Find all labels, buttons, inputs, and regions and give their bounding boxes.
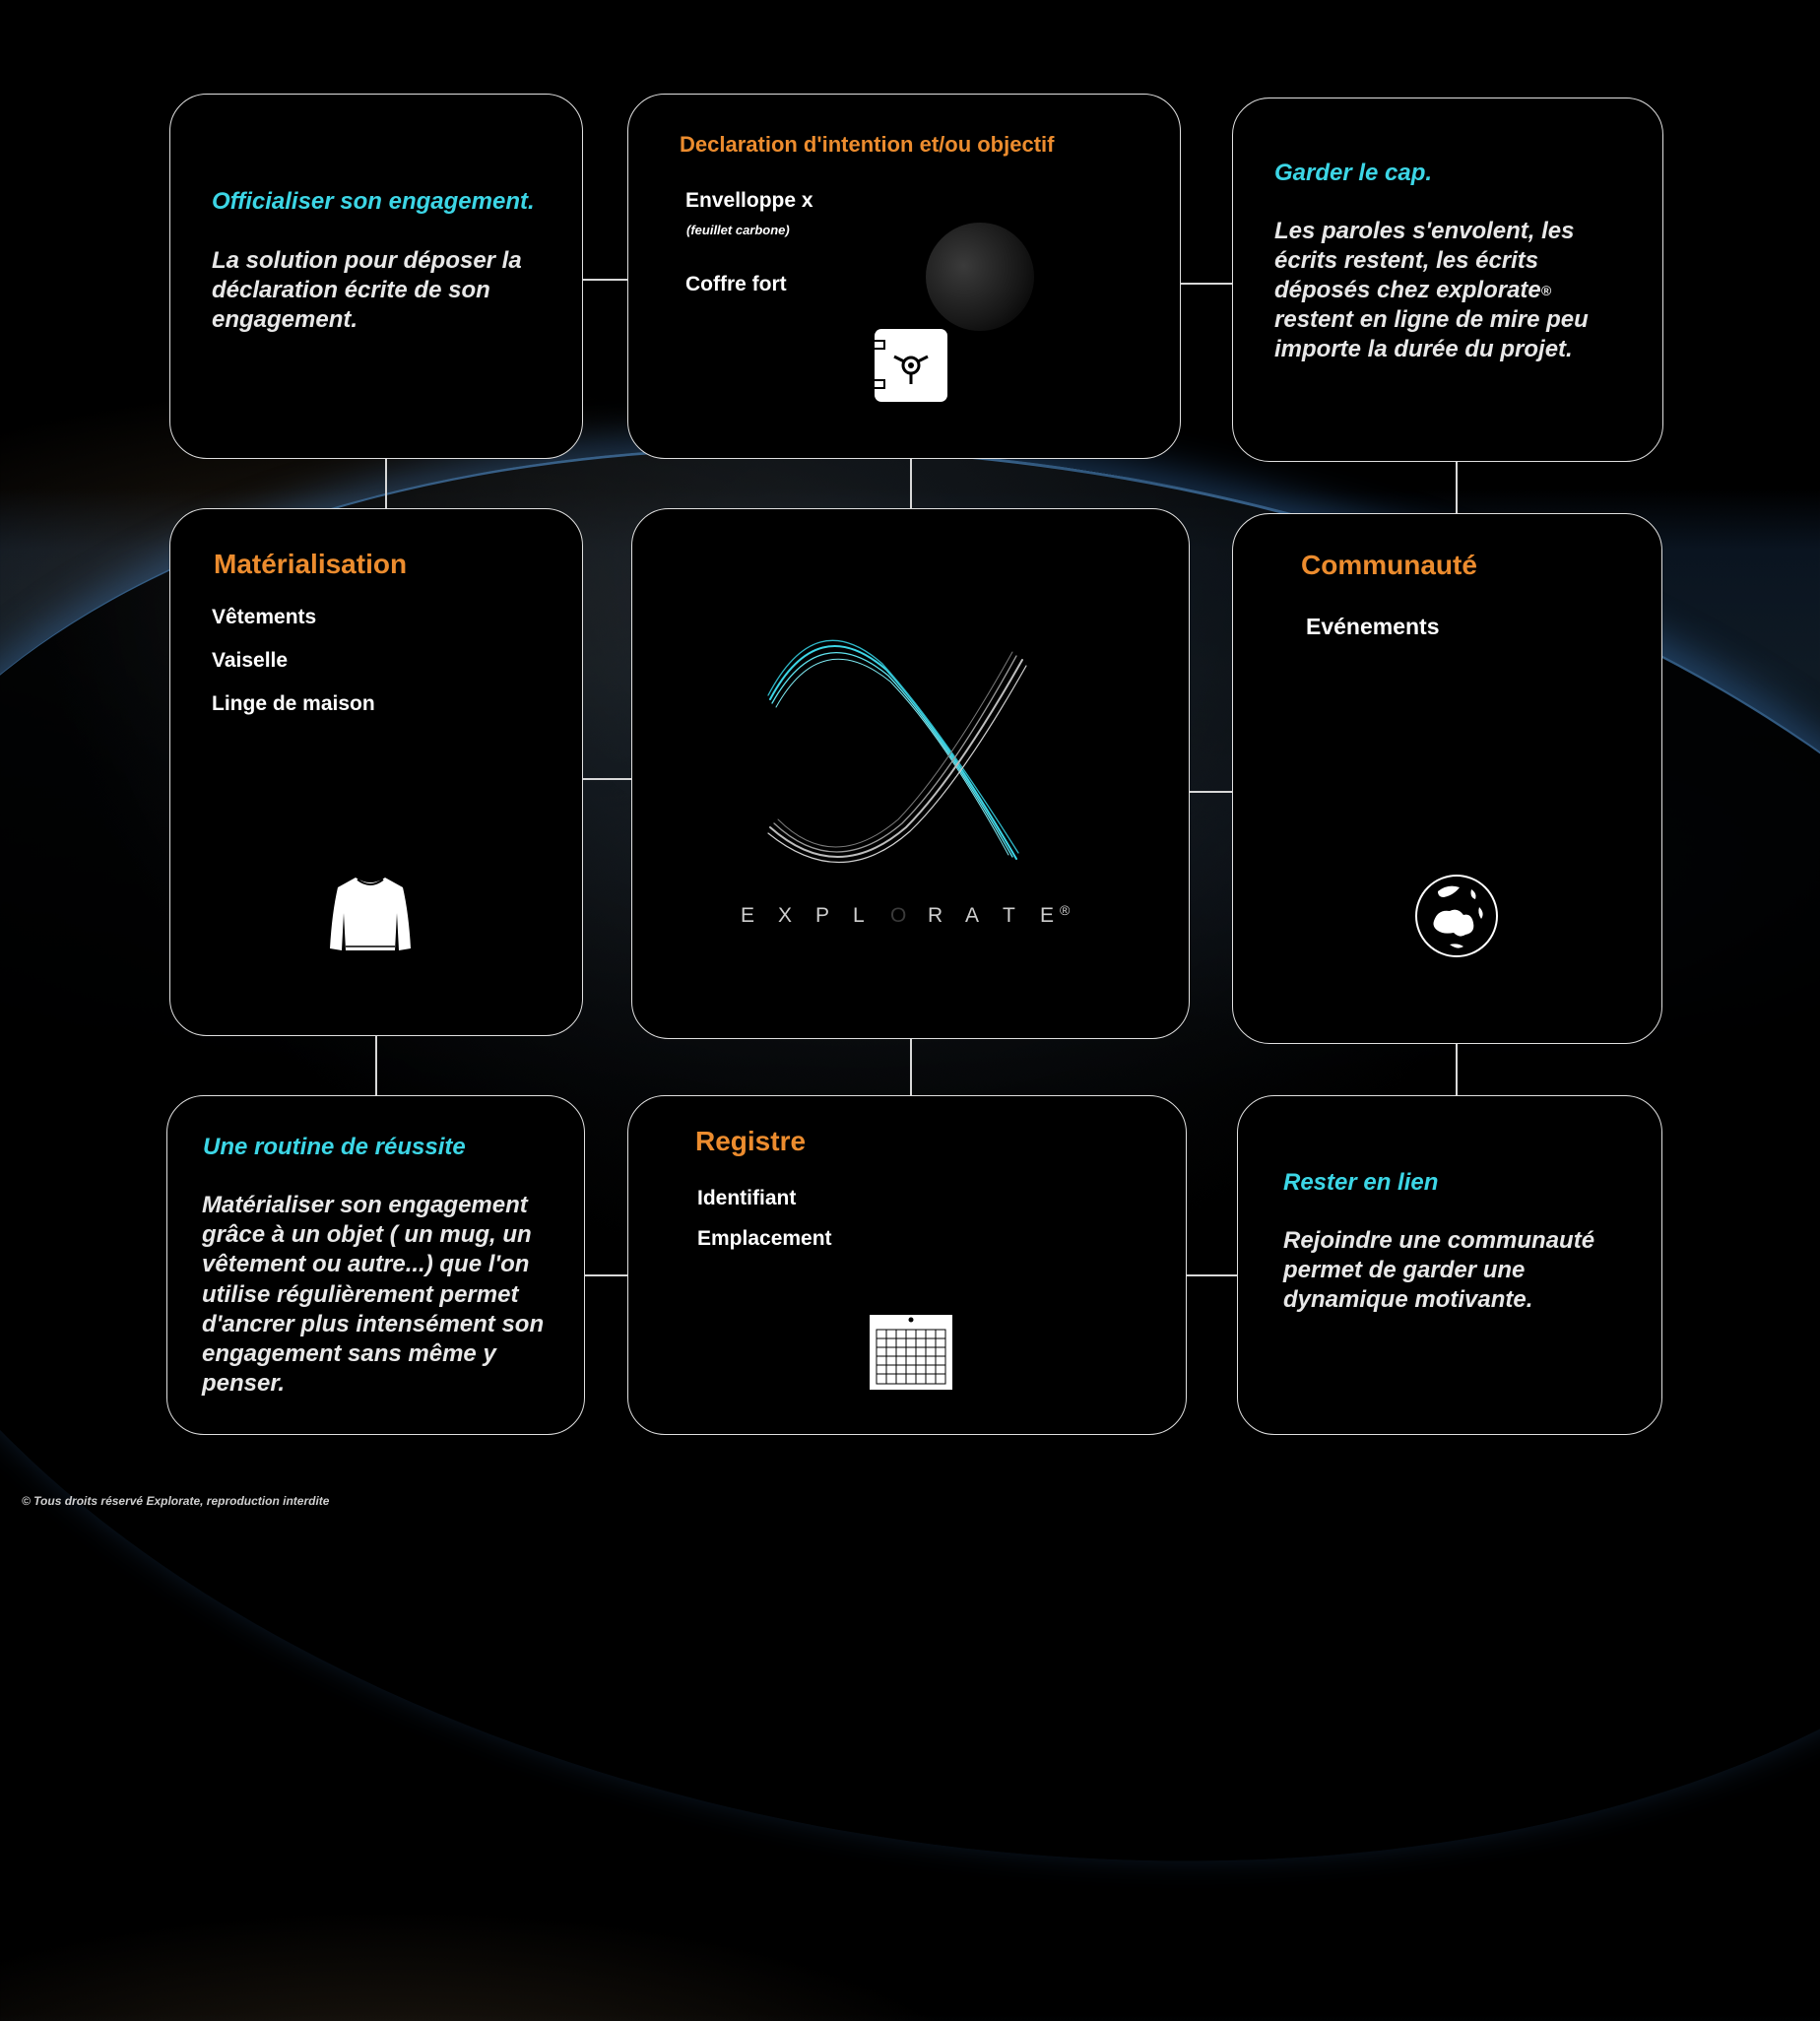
logo-letter: E xyxy=(1040,904,1055,927)
box-title: Communauté xyxy=(1301,550,1477,580)
logo-letter: O xyxy=(890,904,907,927)
connector xyxy=(375,1034,377,1095)
logo-letter: X xyxy=(778,904,793,927)
box-materialisation xyxy=(169,508,583,1036)
box-garder-le-cap xyxy=(1232,98,1663,462)
box-title: Rester en lien xyxy=(1283,1169,1439,1196)
box-rester-en-lien xyxy=(1237,1095,1662,1435)
calendar-grid-icon xyxy=(869,1314,953,1391)
box-title: Une routine de réussite xyxy=(203,1134,466,1160)
item-safe: Coffre fort xyxy=(685,273,787,295)
copyright-footer: © Tous droits réservé Explorate, reproduction interdite xyxy=(22,1494,330,1508)
connector xyxy=(910,459,912,510)
connector xyxy=(1456,462,1458,513)
item-linge: Linge de maison xyxy=(212,692,375,715)
item-note: (feuillet carbone) xyxy=(686,223,790,237)
item-vaiselle: Vaiselle xyxy=(212,649,289,672)
logo-letter: E xyxy=(741,904,755,927)
logo-letter: T xyxy=(1003,904,1015,927)
box-body: Matérialiser son engagement grâce à un objet ( un mug, un vêtement ou autre...) que l'on utilise régulièrement permet d'ancrer plus intensément son engagement sans même y penser. xyxy=(202,1192,545,1398)
connector xyxy=(1456,1044,1458,1095)
box-registre xyxy=(627,1095,1187,1435)
registered-mark: ® xyxy=(1060,902,1071,918)
box-communaute xyxy=(1232,513,1662,1044)
item-envelope: Envelloppe x xyxy=(685,189,813,212)
connector xyxy=(1181,283,1232,285)
connector xyxy=(1190,791,1233,793)
box-officialiser xyxy=(169,94,583,459)
connector xyxy=(581,778,632,780)
connector xyxy=(1186,1274,1237,1276)
box-title: Registre xyxy=(695,1126,807,1156)
safe-icon xyxy=(873,327,949,404)
box-title: Matérialisation xyxy=(214,549,408,579)
connector xyxy=(385,459,387,510)
connector xyxy=(910,1039,912,1096)
item-evenements: Evénements xyxy=(1306,614,1440,639)
box-body: La solution pour déposer la déclaration écrite de son engagement. xyxy=(212,247,522,333)
moon-image xyxy=(926,223,1034,331)
connector xyxy=(585,1274,628,1276)
item-vetements: Vêtements xyxy=(212,606,317,628)
box-body: Rejoindre une communauté permet de garder une dynamique motivante. xyxy=(1283,1227,1595,1313)
explorate-wordmark xyxy=(741,904,1085,934)
sweater-icon xyxy=(328,874,413,954)
box-routine xyxy=(166,1095,585,1435)
box-declaration xyxy=(627,94,1181,459)
logo-letter: R xyxy=(928,904,943,927)
logo-letter: A xyxy=(965,904,980,927)
box-body: Les paroles s'envolent, les écrits restent, les écrits déposés chez explorate® restent en ligne de mire peu importe la durée du projet. xyxy=(1274,218,1589,362)
globe-icon xyxy=(1414,874,1499,958)
registered-mark: ® xyxy=(1540,283,1552,298)
logo-letter: P xyxy=(815,904,830,927)
item-emplacement: Emplacement xyxy=(697,1227,832,1250)
box-title: Garder le cap. xyxy=(1274,160,1433,186)
logo-letter: L xyxy=(853,904,865,927)
box-title: Officialiser son engagement. xyxy=(212,188,535,215)
item-identifiant: Identifiant xyxy=(697,1187,797,1209)
connector xyxy=(583,279,628,281)
explorate-logo-mark xyxy=(758,630,1034,867)
box-title: Declaration d'intention et/ou objectif xyxy=(680,132,1055,157)
